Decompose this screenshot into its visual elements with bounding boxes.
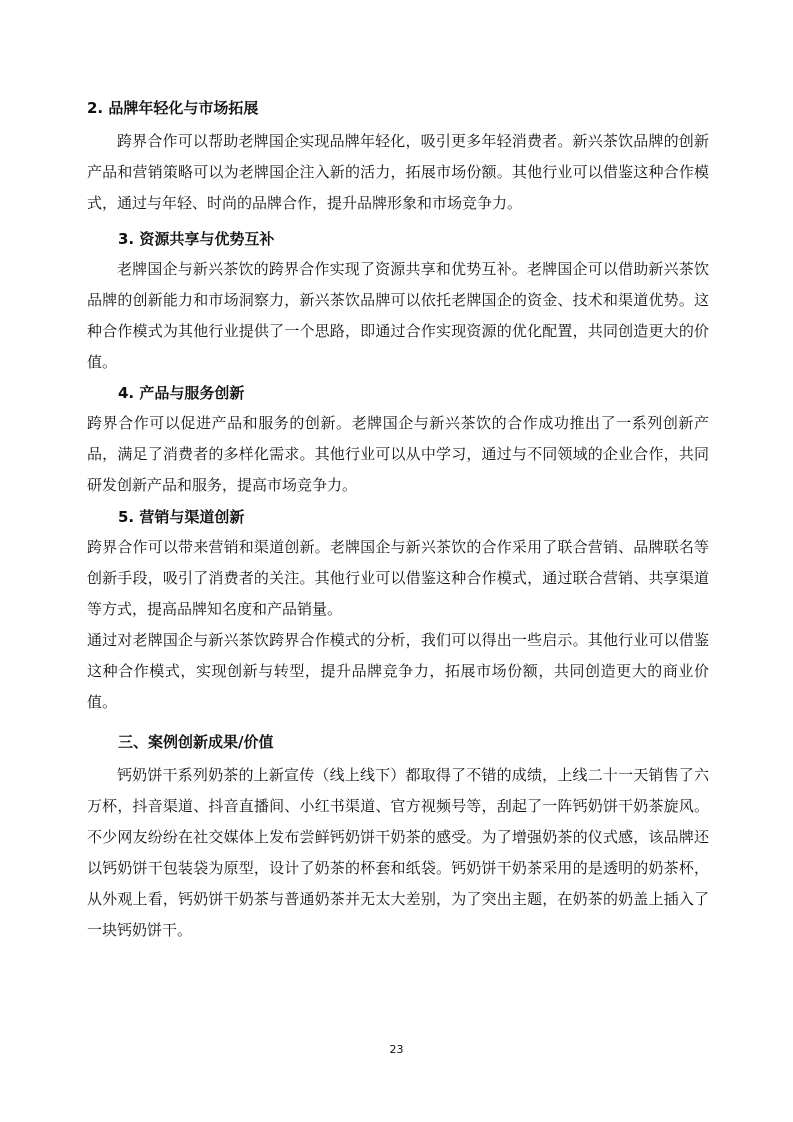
page-number: 23 xyxy=(389,1043,404,1056)
section-4-heading: 4. 产品与服务创新 xyxy=(118,384,245,402)
section-4-body: 跨界合作可以促进产品和服务的创新。老牌国企与新兴茶饮的合作成功推出了一系列创新产品，满足了消费者的多样化需求。其他行业可以从中学习，通过与不同领域的企业合作，共同研发创新产品和服务，提高市场竞争力。 xyxy=(87,414,709,494)
section-2-body: 跨界合作可以帮助老牌国企实现品牌年轻化，吸引更多年轻消费者。新兴茶饮品牌的创新产品和营销策略可以为老牌国企注入新的活力，拓展市场份额。其他行业可以借鉴这种合作模式，通过与年轻、时尚的品牌合作，提升品牌形象和市场竞争力。 xyxy=(87,132,709,212)
section-5-body: 跨界合作可以带来营销和渠道创新。老牌国企与新兴茶饮的合作采用了联合营销、品牌联名等创新手段，吸引了消费者的关注。其他行业可以借鉴这种合作模式，通过联合营销、共享渠道等方式，提高品牌知名度和产品销量。 xyxy=(87,538,709,618)
part-3-body: 钙奶饼干系列奶茶的上新宣传（线上线下）都取得了不错的成绩，上线二十一天销售了六万杯，抖音渠道、抖音直播间、小红书渠道、官方视频号等，刮起了一阵钙奶饼干奶茶旋风。不少网友纷纷在社交媒体上发布尝鲜钙奶饼干奶茶的感受。为了增强奶茶的仪式感，该品牌还以钙奶饼干包装袋为原型，设计了奶茶的杯套和纸袋。钙奶饼干奶茶采用的是透明的奶茶杯，从外观上看，钙奶饼干奶茶与普通奶茶并无太大差别，为了突出主题，在奶茶的奶盖上插入了一块钙奶饼干。 xyxy=(87,766,709,939)
section-3-heading: 3. 资源共享与优势互补 xyxy=(118,230,275,248)
section-2-heading: 2. 品牌年轻化与市场拓展 xyxy=(87,99,259,117)
section-5-heading: 5. 营销与渠道创新 xyxy=(118,508,245,526)
section-3-body: 老牌国企与新兴茶饮的跨界合作实现了资源共享和优势互补。老牌国企可以借助新兴茶饮品牌的创新能力和市场洞察力，新兴茶饮品牌可以依托老牌国企的资金、技术和渠道优势。这种合作模式为其他行业提供了一个思路，即通过合作实现资源的优化配置，共同创造更大的价值。 xyxy=(87,260,709,371)
summary-paragraph: 通过对老牌国企与新兴茶饮跨界合作模式的分析，我们可以得出一些启示。其他行业可以借鉴这种合作模式，实现创新与转型，提升品牌竞争力，拓展市场份额，共同创造更大的商业价值。 xyxy=(87,631,709,711)
part-3-heading: 三、案例创新成果/价值 xyxy=(118,733,274,751)
